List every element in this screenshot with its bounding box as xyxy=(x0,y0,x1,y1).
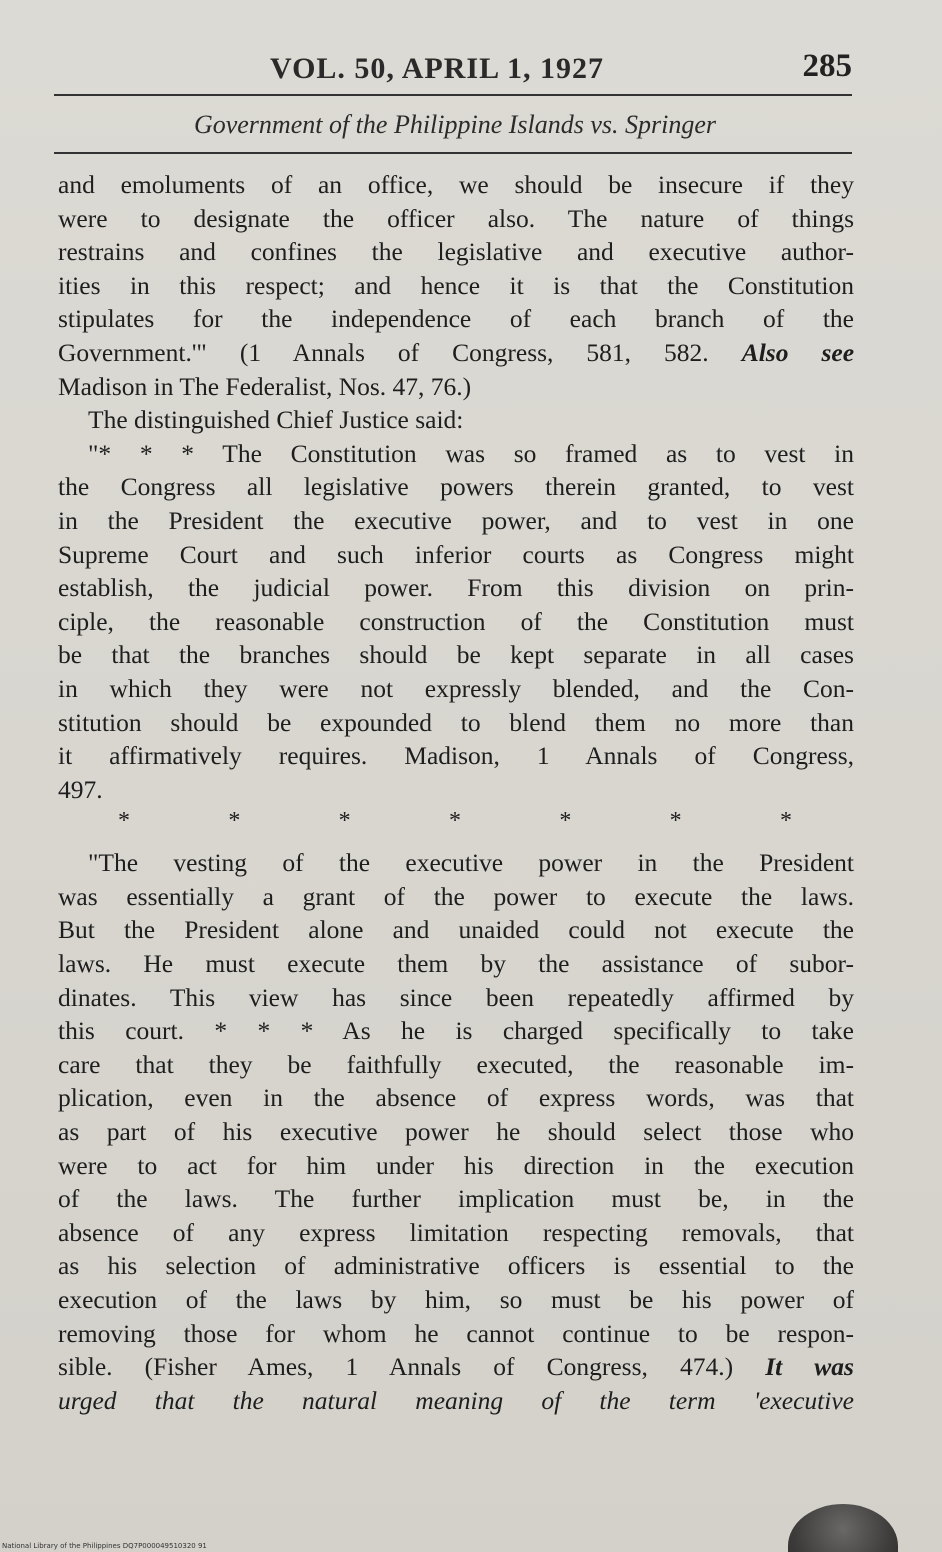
header-rule-bottom xyxy=(54,152,852,154)
scan-credit: National Library of the Philippines DQ7P000049510320 91 xyxy=(2,1542,207,1550)
text-line: 497. xyxy=(58,774,103,804)
page-number: 285 xyxy=(802,48,852,84)
page-header xyxy=(58,48,852,154)
text-line: ciple, the reasonable construction of the Constitution must xyxy=(58,606,854,636)
text-line: "The vesting of the executive power in the President xyxy=(88,848,854,878)
text-line: as part of his executive power he should select those who xyxy=(58,1117,854,1147)
text-line: removing those for whom he cannot continue to be respon- xyxy=(58,1318,854,1348)
text-line: it affirmatively requires. Madison, 1 Annals of Congress, xyxy=(58,741,854,771)
text-line xyxy=(58,1350,854,1384)
text-line: ities in this respect; and hence it is that the Constitution xyxy=(58,270,854,300)
text-line: Supreme Court and such inferior courts as Congress might xyxy=(58,539,854,569)
text-line: establish, the judicial power. From this division on prin- xyxy=(58,573,854,603)
text-line: the Congress all legislative powers therein granted, to vest xyxy=(58,472,854,502)
text-line: this court. * * * As he is charged specifically to take xyxy=(58,1016,854,1046)
text-line: of the laws. The further implication must be, in the xyxy=(58,1184,854,1214)
star: * xyxy=(559,808,572,835)
text-line: "* * * The Constitution was so framed as to vest in xyxy=(88,438,854,468)
header-line xyxy=(58,48,852,94)
volume-date: VOL. 50, APRIL 1, 1927 xyxy=(270,52,604,85)
text-line-italic: urged that the natural meaning of the term 'executive xyxy=(58,1385,854,1415)
text-line: in which they were not expressly blended, and the Con- xyxy=(58,673,854,703)
text-fragment: Government.'" (1 Annals of Congress, 581, 582. xyxy=(58,337,709,367)
text-line: were to act for him under his direction in the execution xyxy=(58,1150,854,1180)
it-was-italic: It was xyxy=(765,1352,854,1382)
text-line: stipulates for the independence of each branch of the xyxy=(58,304,854,334)
text-line: care that they be faithfully executed, the reasonable im- xyxy=(58,1049,854,1079)
ellipsis-stars xyxy=(58,806,854,846)
text-line: were to designate the officer also. The nature of things xyxy=(58,203,854,233)
text-line xyxy=(58,336,854,370)
text-line: stitution should be expounded to blend them no more than xyxy=(58,707,854,737)
scanner-thumb xyxy=(788,1504,898,1552)
text-line: The distinguished Chief Justice said: xyxy=(88,405,464,435)
running-head: Government of the Philippine Islands vs. Springer xyxy=(193,110,717,139)
text-line: absence of any express limitation respecting removals, that xyxy=(58,1217,854,1247)
star: * xyxy=(448,808,461,835)
text-line: as his selection of administrative officers is essential to the xyxy=(58,1251,854,1281)
text-line: was essentially a grant of the power to execute the laws. xyxy=(58,881,854,911)
star: * xyxy=(779,808,792,835)
text-line: But the President alone and unaided could not execute the xyxy=(58,915,854,945)
text-line: execution of the laws by him, so must be his power of xyxy=(58,1285,854,1314)
body-text xyxy=(58,168,854,1417)
text-line: plication, even in the absence of express words, was that xyxy=(58,1083,854,1113)
star: * xyxy=(118,808,130,835)
text-line: in the President the executive power, and to vest in one xyxy=(58,505,854,535)
text-line: Madison in The Federalist, Nos. 47, 76.) xyxy=(58,371,472,401)
text-line: restrains and confines the legislative and executive author- xyxy=(58,237,854,267)
star: * xyxy=(669,808,682,835)
star: * xyxy=(338,808,351,835)
text-line: laws. He must execute them by the assistance of subor- xyxy=(58,949,854,979)
also-see-italic: Also see xyxy=(741,337,855,367)
text-line: dinates. This view has since been repeatedly affirmed by xyxy=(58,982,854,1012)
text-line: and emoluments of an office, we should be insecure if they xyxy=(58,170,854,199)
text-line: be that the branches should be kept separate in all cases xyxy=(58,640,854,670)
text-fragment: sible. (Fisher Ames, 1 Annals of Congress, 474.) xyxy=(58,1352,734,1382)
star: * xyxy=(228,808,241,835)
